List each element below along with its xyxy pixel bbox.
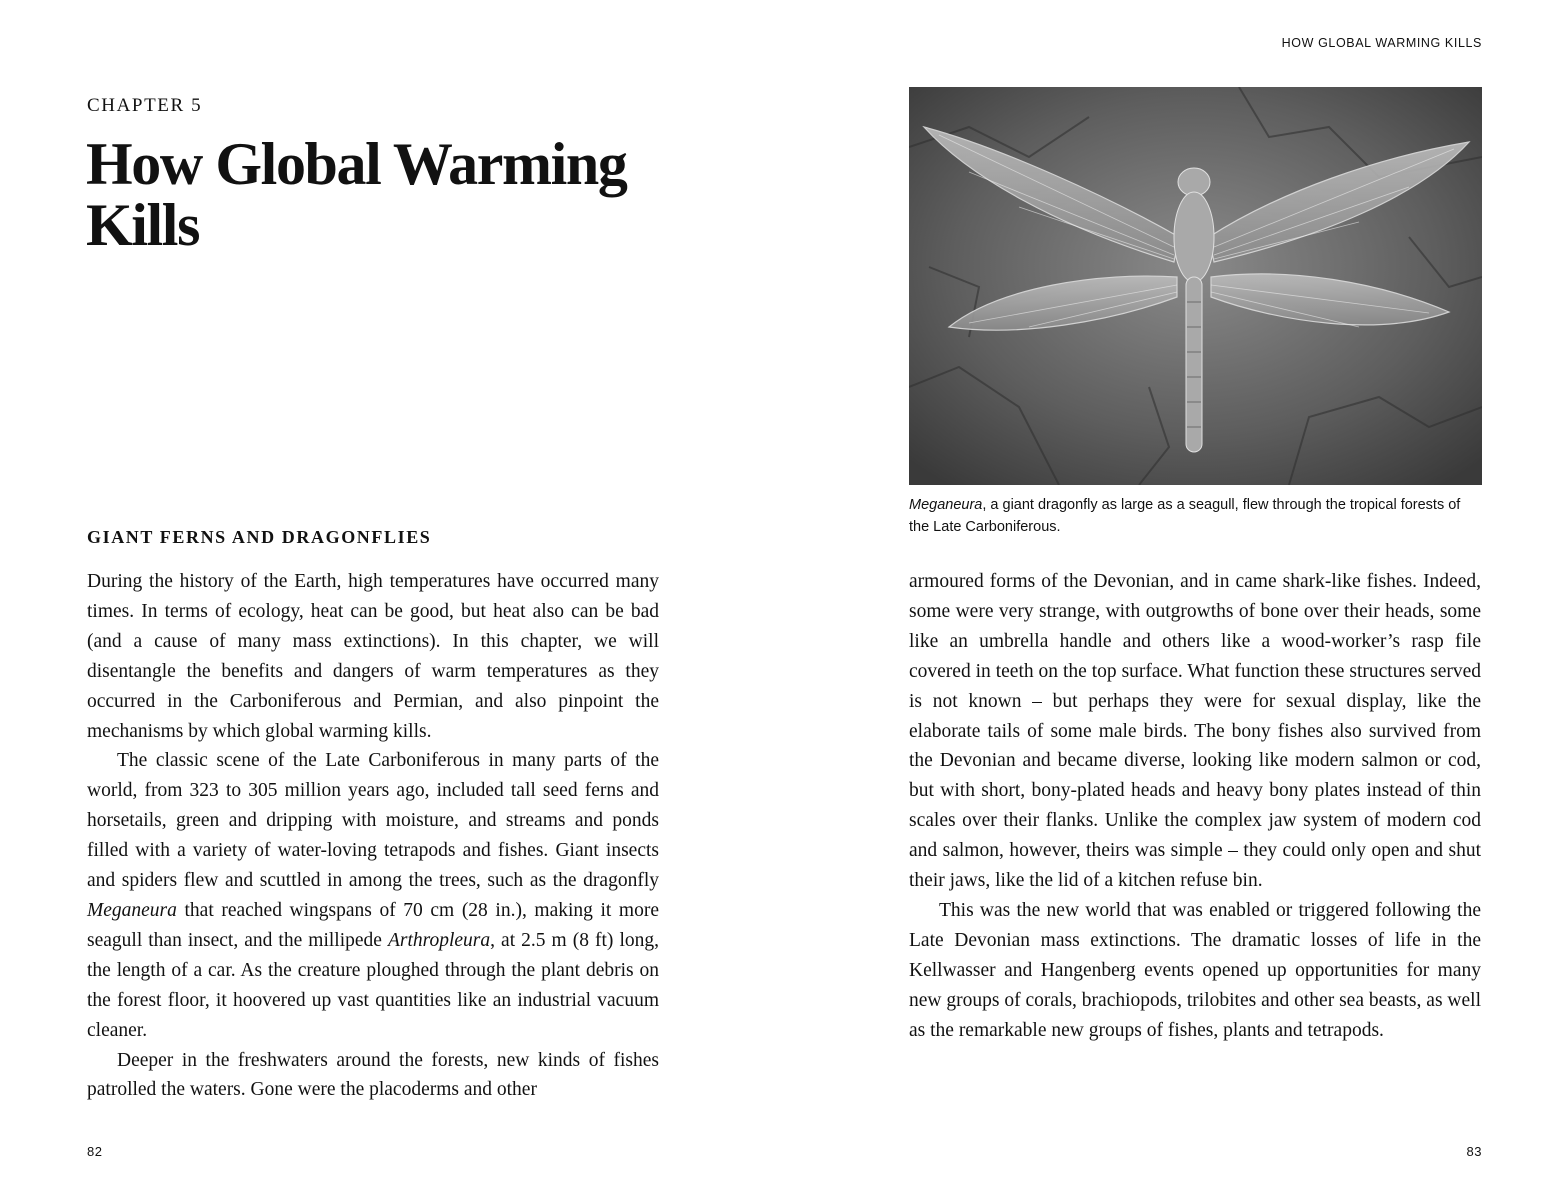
paragraph-4: armoured forms of the Devonian, and in came shark-like fishes. Indeed, some were very strange, with outgrowths of bone over their heads, some like an umbrella handle and others like a wood-worker’s rasp file covered in teeth on the top surface. What function these structures served is not known – but perhaps they were for sexual display, like the elaborate tails of some male birds. The bony fishes also survived from the Devonian and became diverse, looking like modern salmon or cod, but with short, bony-plated heads and heavy bony plates instead of thin scales over their flanks. Unlike the complex jaw system of modern cod and salmon, however, theirs was simple – they could only open and shut their jaws, like the lid of a kitchen refuse bin.	[909, 571, 1481, 892]
left-body-text	[87, 567, 659, 1105]
chapter-title: How Global Warming Kills	[86, 131, 627, 258]
fossil-dragonfly-photo	[909, 87, 1482, 485]
caption-italic-meganeura: Meganeura	[909, 497, 983, 513]
chapter-label: CHAPTER 5	[87, 95, 203, 116]
running-head: HOW GLOBAL WARMING KILLS	[1281, 36, 1482, 50]
paragraph-3: Deeper in the freshwaters around the forests, new kinds of fishes patrolled the waters. Gone were the placoderms and other	[87, 1049, 659, 1101]
paragraph-1: During the history of the Earth, high temperatures have occurred many times. In terms of ecology, heat can be good, but heat also can be bad (and a cause of many mass extinctions). In this chapter, we will disentangle the benefits and dangers of warm temperatures as they occurred in the Carboniferous and Permian, and also pinpoint the mechanisms by which global warming kills.	[87, 571, 659, 742]
paragraph-2-part-b: that reached wingspans of 70 cm (28 in.), making it more seagull than insect, and the millipede	[87, 899, 659, 951]
italic-arthropleura: Arthropleura	[387, 929, 491, 951]
caption-text: , a giant dragonfly as large as a seagull, flew through the tropical forests of the Late Carboniferous.	[909, 497, 1461, 535]
paragraph-2-part-c: , at 2.5 m (8 ft) long, the length of a car. As the creature ploughed through the plant debris on the forest floor, it hoovered up vast quantities like an industrial vacuum cleaner.	[87, 929, 659, 1041]
section-heading: GIANT FERNS AND DRAGONFLIES	[87, 527, 432, 547]
figure-caption	[909, 494, 1469, 538]
page-number-left: 82	[87, 1144, 103, 1159]
right-page	[784, 0, 1568, 1200]
paragraph-2-part-a: The classic scene of the Late Carboniferous in many parts of the world, from 323 to 305 million years ago, included tall seed ferns and horsetails, green and dripping with moisture, and streams and ponds filled with a variety of water-loving tetrapods and fishes. Giant insects and spiders flew and scuttled in among the trees, such as the dragonfly	[87, 750, 659, 892]
page-number-right: 83	[1466, 1144, 1482, 1159]
paragraph-5: This was the new world that was enabled or triggered following the Late Devonian mass extinctions. The dramatic losses of life in the Kellwasser and Hangenberg events opened up opportunities for many new groups of corals, brachiopods, trilobites and other sea beasts, as well as the remarkable new groups of fishes, plants and tetrapods.	[909, 899, 1481, 1041]
italic-meganeura: Meganeura	[87, 899, 177, 921]
paragraph-2	[87, 746, 659, 1045]
right-body-text	[909, 567, 1481, 1046]
